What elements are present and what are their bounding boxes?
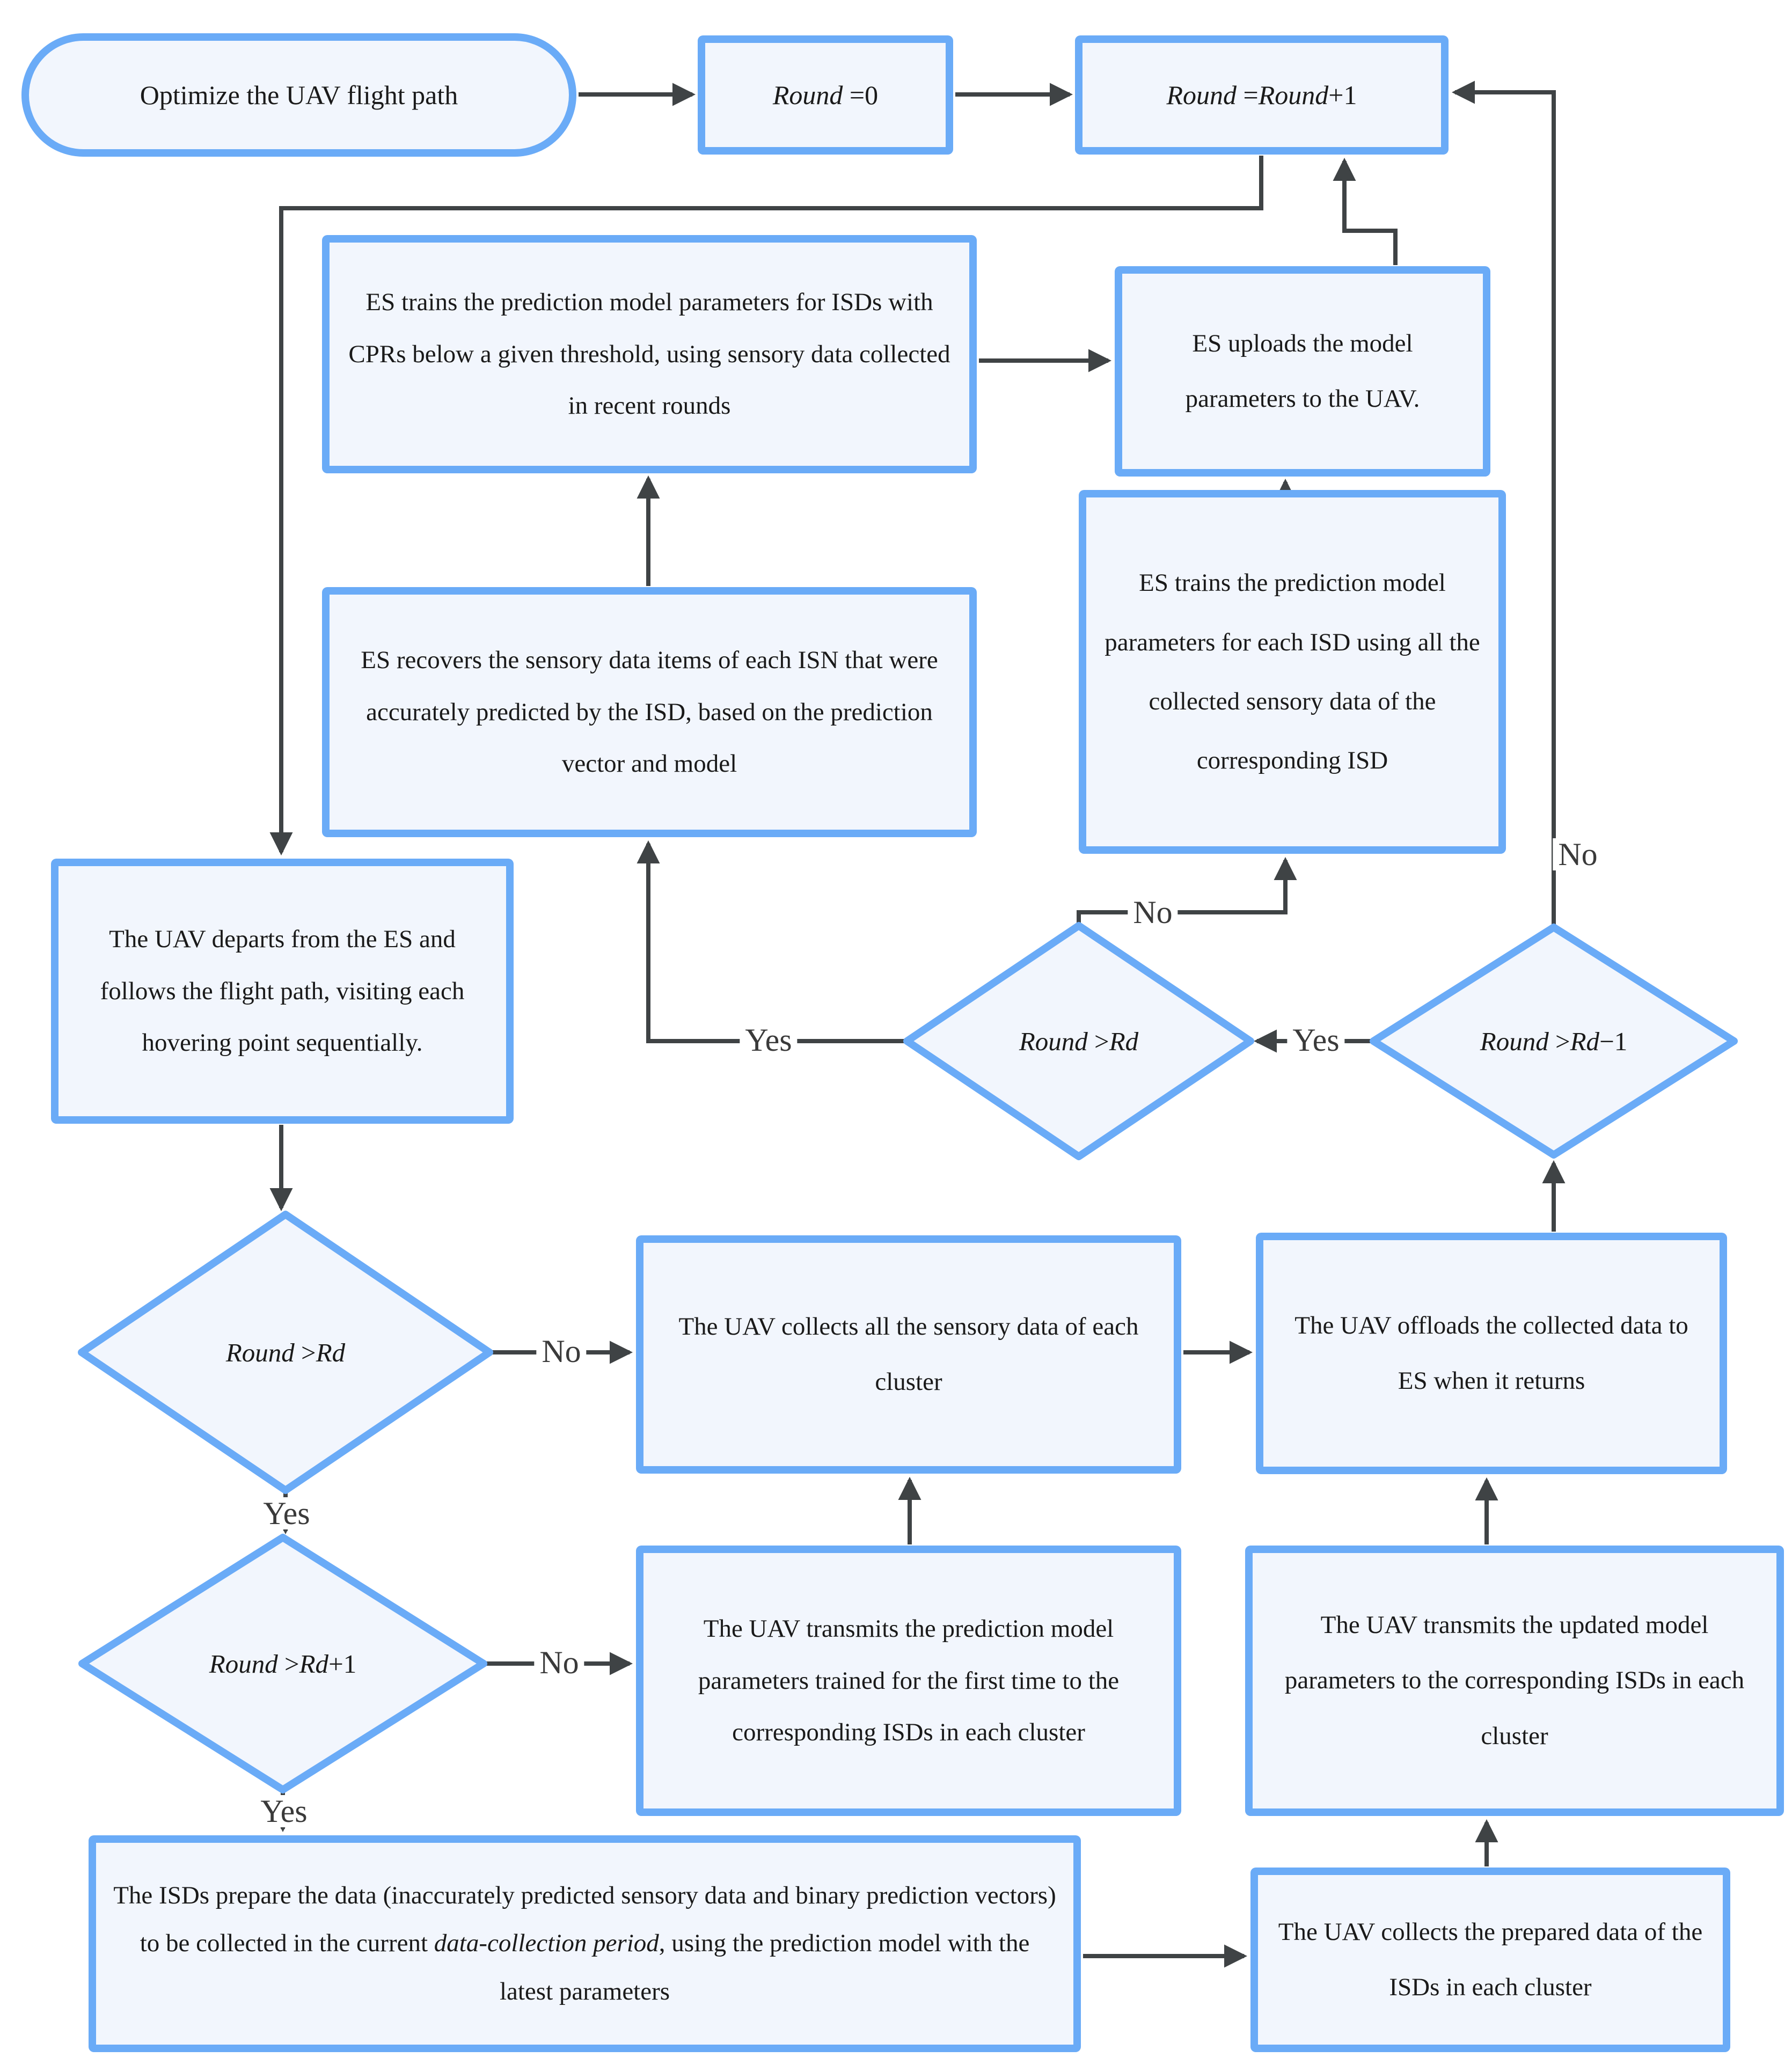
connector-es-uploads-to-roundinc <box>1344 161 1395 265</box>
node-label: The ISDs prepare the data (inaccurately predicted sensory data and binary prediction vectors) to be collected in the current data-collection period, using the prediction model with the latest parameters <box>113 1881 1056 2005</box>
label-yes-left2-decision: Yes <box>255 1795 312 1827</box>
node-label: ES trains the prediction model parameters for each ISD using all the collected sensory data of the corresponding ISD <box>1105 569 1480 775</box>
decision-mid-label: Round >Rd <box>1019 1026 1139 1056</box>
node-label: Round =0 <box>772 79 879 110</box>
node-label: The UAV transmits the updated model parameters to the corresponding ISDs in each cluster <box>1284 1610 1745 1750</box>
label-no-left2-decision: No <box>534 1646 584 1679</box>
node-label: ES trains the prediction model parameters for ISDs with CPRs below a given threshold, using sensory data collected in recent rounds <box>348 288 950 420</box>
node-round-increment <box>1075 35 1449 155</box>
label-no-mid-decision: No <box>1128 896 1177 928</box>
node-uav-transmits-updated <box>1245 1546 1784 1816</box>
decision-left-label: Round >Rd <box>225 1337 346 1367</box>
node-optimize-flight-path <box>21 33 576 157</box>
label-yes-left-decision: Yes <box>258 1497 315 1529</box>
label-yes-right-decision: Yes <box>1287 1024 1344 1056</box>
node-uav-transmits-first <box>636 1546 1181 1816</box>
node-label: The UAV collects all the sensory data of each cluster <box>678 1312 1139 1396</box>
node-uav-collects-all <box>636 1235 1181 1474</box>
node-label: The UAV collects the prepared data of the ISDs in each cluster <box>1278 1917 1703 2001</box>
node-label: Optimize the UAV flight path <box>140 79 458 110</box>
node-label: Round =Round+1 <box>1166 79 1357 110</box>
node-uav-offloads <box>1256 1233 1727 1474</box>
node-uav-collects-prepared <box>1250 1868 1730 2052</box>
node-es-recovers <box>322 587 977 837</box>
node-label: The UAV departs from the ES and follows the flight path, visiting each hovering point sequentially. <box>100 925 465 1057</box>
node-label: ES uploads the model parameters to the UAV. <box>1185 329 1420 413</box>
label-no-right-decision: No <box>1553 838 1603 870</box>
label-yes-mid-decision: Yes <box>740 1024 797 1056</box>
node-es-trains-all <box>1079 490 1506 854</box>
node-es-uploads <box>1115 266 1490 477</box>
node-es-trains-cpr <box>322 235 977 473</box>
decision-left2-label: Round >Rd+1 <box>209 1649 357 1679</box>
node-label: The UAV offloads the collected data to ES when it returns <box>1294 1311 1688 1395</box>
node-isds-prepare <box>89 1835 1081 2052</box>
node-uav-departs <box>51 859 514 1124</box>
connector-mid-decision-no-to-es-trains-all <box>1079 860 1285 925</box>
label-no-left-decision: No <box>536 1335 586 1367</box>
connector-mid-decision-yes-to-es-recovers <box>648 844 906 1041</box>
node-label: The UAV transmits the prediction model parameters trained for the first time to the corresponding ISDs in each cluster <box>698 1615 1120 1747</box>
node-label: ES recovers the sensory data items of each ISN that were accurately predicted by the ISD, based on the prediction vector and model <box>361 646 938 778</box>
decision-right-label: Round >Rd−1 <box>1480 1026 1628 1056</box>
node-round-init <box>698 35 953 155</box>
